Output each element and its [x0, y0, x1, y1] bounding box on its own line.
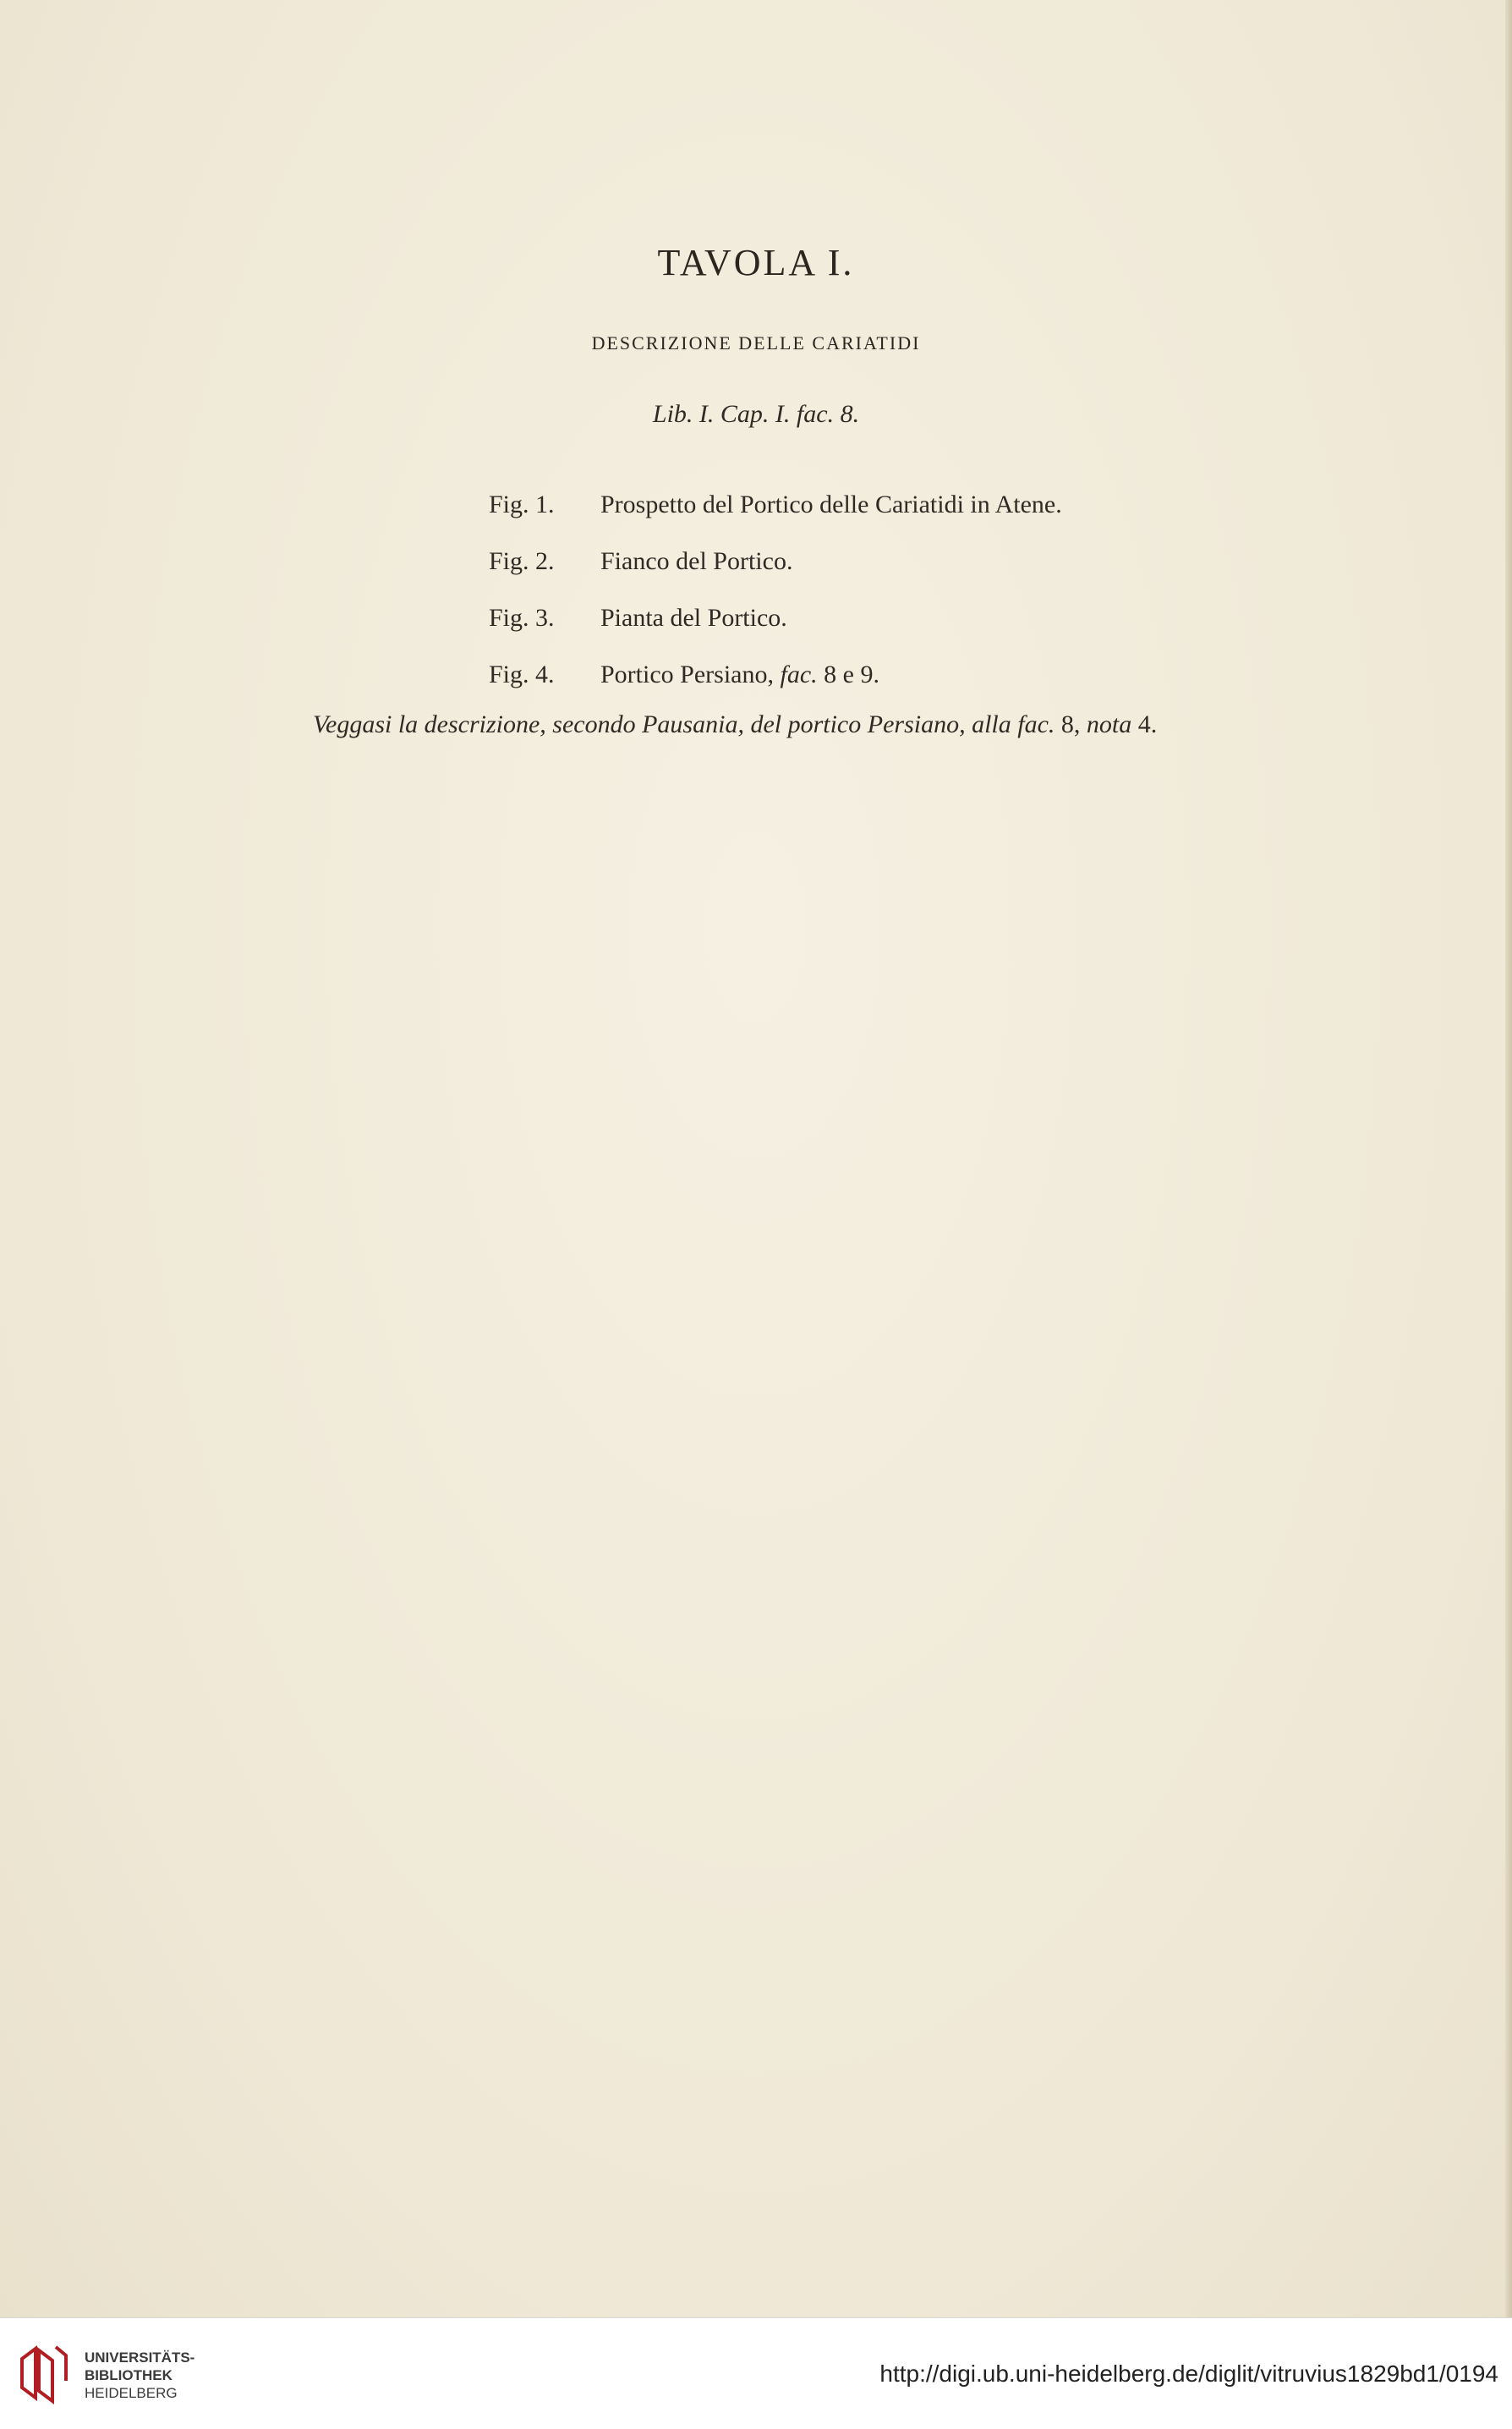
note-text: Veggasi la descrizione, secondo Pausania, del portico Persiano, alla fac.: [313, 710, 1055, 738]
figure-number: Fig. 3.: [489, 604, 555, 632]
figure-description: Prospetto del Portico delle Cariatidi in Atene.: [600, 491, 1062, 518]
figure-description: [600, 661, 879, 689]
footer-bar: [0, 2317, 1512, 2429]
figure-description-fac: fac.: [780, 661, 818, 688]
figure-description: Fianco del Portico.: [600, 547, 793, 575]
figure-list: [489, 491, 1062, 717]
figure-item: [489, 604, 1062, 661]
library-name-line2: BIBLIOTHEK: [85, 2367, 173, 2383]
note-label: nota: [1086, 710, 1132, 738]
source-url[interactable]: http://digi.ub.uni-heidelberg.de/diglit/vitruvius1829bd1/0194: [879, 2360, 1498, 2387]
figure-number: Fig. 4.: [489, 661, 555, 688]
figure-description: Pianta del Portico.: [600, 604, 787, 632]
plate-title: TAVOLA I.: [657, 242, 855, 283]
figure-number: Fig. 2.: [489, 547, 555, 575]
heidelberg-library-logo-icon: [17, 2342, 71, 2404]
library-name-line3: HEIDELBERG: [85, 2385, 178, 2401]
note-number: 4.: [1137, 710, 1158, 738]
library-name: [85, 2349, 194, 2402]
figure-description-main: Portico Persiano,: [600, 661, 774, 688]
plate-reference: Lib. I. Cap. I. fac. 8.: [652, 400, 860, 428]
figure-item: [489, 661, 1062, 717]
plate-note: [313, 710, 1157, 739]
plate-subtitle: DESCRIZIONE DELLE CARIATIDI: [591, 332, 921, 354]
library-name-line1: UNIVERSITÄTS-: [85, 2349, 195, 2366]
figure-number: Fig. 1.: [489, 491, 555, 518]
figure-item: [489, 547, 1062, 604]
note-page: 8,: [1060, 710, 1081, 738]
figure-description-pages: 8 e 9.: [824, 661, 879, 688]
figure-item: [489, 491, 1062, 547]
